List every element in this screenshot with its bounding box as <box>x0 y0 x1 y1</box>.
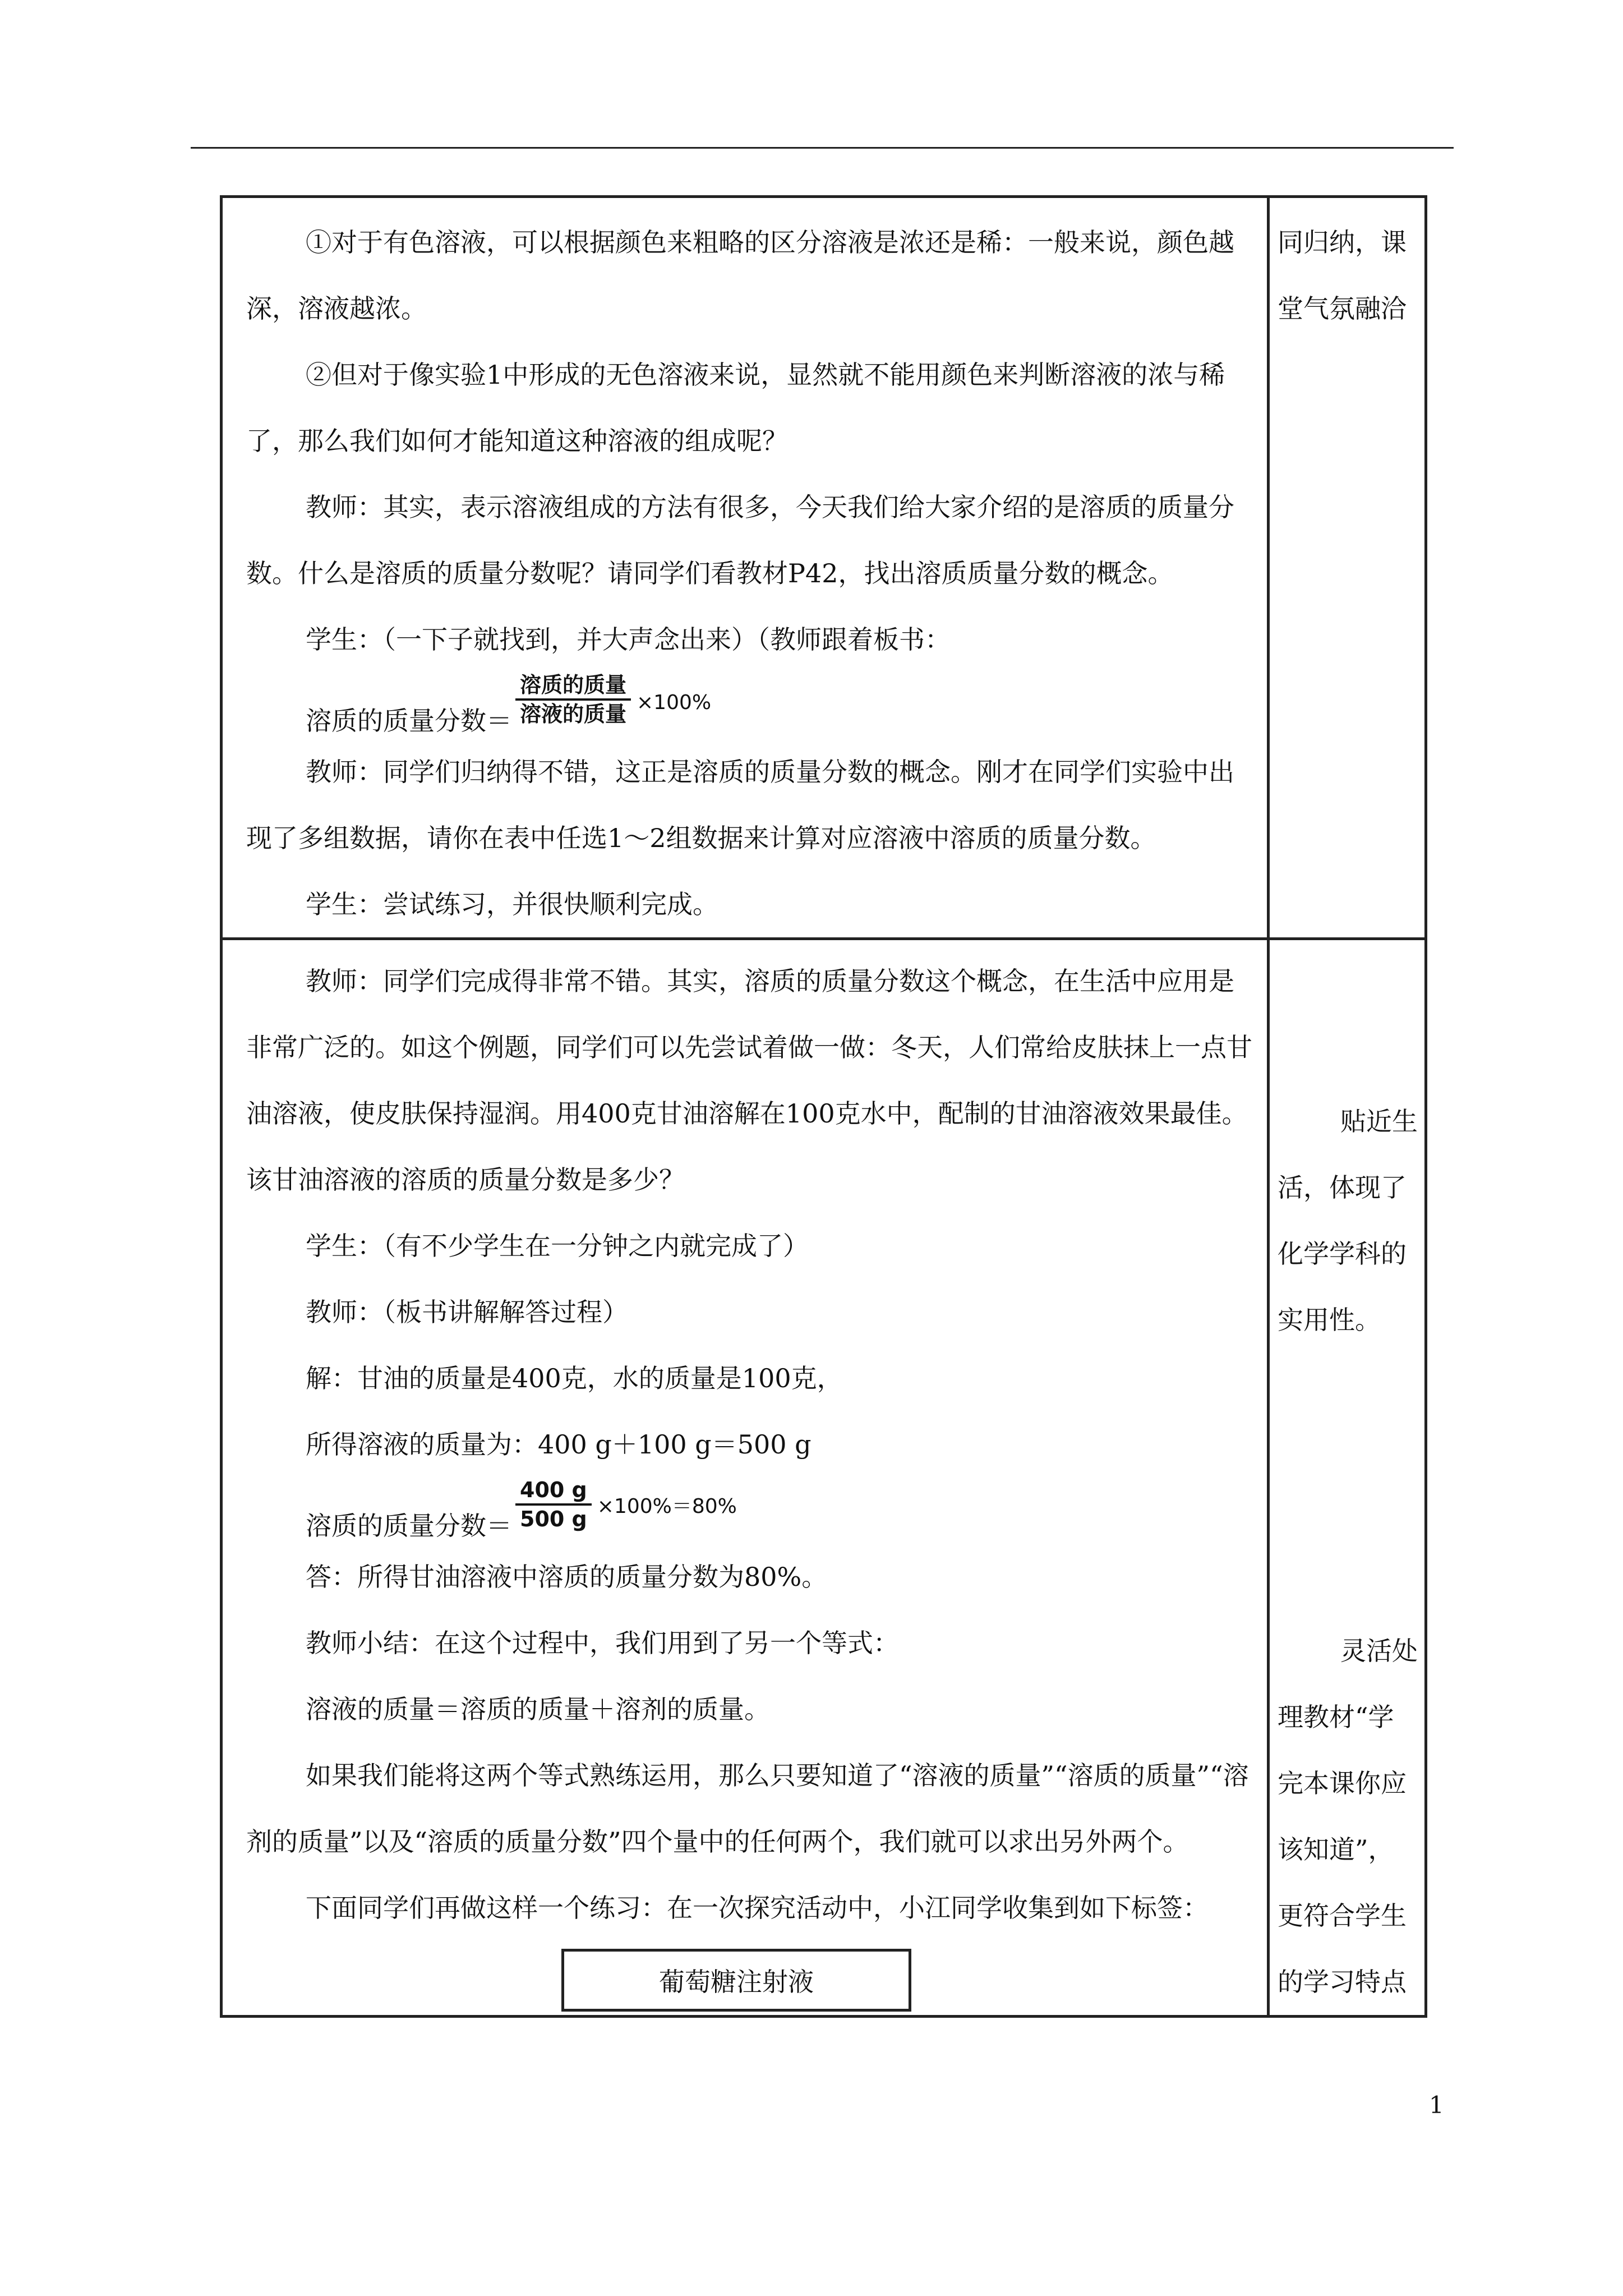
content-cell <box>222 197 1269 939</box>
paragraph: 下面同学们再做这样一个练习：在一次探究活动中，小江同学收集到如下标签： <box>306 1893 1209 1923</box>
formula-fraction <box>515 1476 592 1533</box>
side-note-line: 化学学科的 <box>1278 1239 1407 1269</box>
paragraph: ②但对于像实验1中形成的无色溶液来说，显然就不能用颜色来判断溶液的浓与稀了，那么我们如何才能知道这种溶液的组成呢？ <box>246 360 1225 456</box>
side-note-line: 理教材“学 <box>1278 1702 1394 1732</box>
side-note-line: 该知道”， <box>1278 1834 1394 1865</box>
paragraph: 学生：（一下子就找到，并大声念出来）（教师跟着板书： <box>306 624 951 655</box>
paragraph: 教师：同学们完成得非常不错。其实，溶质的质量分数这个概念，在生活中应用是非常广泛的。如这个例题，同学们可以先尝试着做一做：冬天，人们常给皮肤抹上一点甘油溶液，使皮肤保持湿润。用400克甘油溶解在100克水中，配制的甘油溶液效果最佳。该甘油溶液的溶质的质量分数是多少？ <box>246 966 1252 1195</box>
content-cell <box>222 939 1269 2017</box>
paragraph: 如果我们能将这两个等式熟练运用，那么只要知道了“溶液的质量”“溶质的质量”“溶剂的质量”以及“溶质的质量分数”四个量中的任何两个，我们就可以求出另外两个。 <box>246 1760 1249 1857</box>
formula-numerator: 溶质的质量 <box>515 671 631 701</box>
page-number: 1 <box>1429 2091 1444 2119</box>
paragraph: 教师：（板书讲解解答过程） <box>306 1297 628 1327</box>
mass-fraction-formula <box>246 673 1259 739</box>
paragraph: 教师小结：在这个过程中，我们用到了另一个等式： <box>306 1628 899 1658</box>
side-note-line: 堂气氛融洽 <box>1278 293 1407 324</box>
paragraph: 学生：（有不少学生在一分钟之内就完成了） <box>306 1231 809 1261</box>
note-cell <box>1269 197 1426 939</box>
formula-tail: ×100%＝80% <box>597 1495 737 1518</box>
paragraph: 答：所得甘油溶液中溶质的质量分数为80%。 <box>306 1562 828 1592</box>
side-note-line: 同归纳，课 <box>1278 227 1407 257</box>
side-note-line: 贴近生 <box>1340 1106 1418 1137</box>
lesson-table <box>220 195 1427 2018</box>
paragraph: 教师：同学们归纳得不错，这正是溶质的质量分数的概念。刚才在同学们实验中出现了多组数据，请你在表中任选1～2组数据来计算对应溶液中溶质的质量分数。 <box>246 757 1234 853</box>
side-note-line: 灵活处 <box>1340 1636 1418 1666</box>
side-note-line: 活，体现了 <box>1278 1172 1407 1203</box>
formula-label: 溶质的质量分数＝ <box>306 1511 512 1541</box>
header-rule <box>191 147 1454 149</box>
side-note-line: 更符合学生 <box>1278 1901 1407 1931</box>
worked-formula <box>246 1478 1259 1544</box>
paragraph: 教师：其实，表示溶液组成的方法有很多，今天我们给大家介绍的是溶质的质量分数。什么是溶质的质量分数呢？请同学们看教材P42，找出溶质质量分数的概念。 <box>246 492 1234 588</box>
table-row <box>222 939 1426 2017</box>
formula-denominator: 溶液的质量 <box>520 702 627 726</box>
formula-numerator: 400 g <box>515 1476 592 1506</box>
note-cell <box>1269 939 1426 2017</box>
glucose-label-box: 葡萄糖注射液 <box>561 1949 911 2012</box>
paragraph: ①对于有色溶液，可以根据颜色来粗略的区分溶液是浓还是稀：一般来说，颜色越深，溶液越浓。 <box>246 227 1234 324</box>
formula-denominator: 500 g <box>520 1507 587 1531</box>
formula-label: 溶质的质量分数＝ <box>306 706 512 736</box>
paragraph: 所得溶液的质量为：400 g＋100 g＝500 g <box>306 1429 811 1460</box>
paragraph: 解：甘油的质量是400克，水的质量是100克， <box>306 1363 843 1393</box>
side-note-line: 完本课你应 <box>1278 1768 1407 1798</box>
side-note-line: 的学习特点 <box>1278 1967 1407 1997</box>
formula-fraction <box>515 671 631 728</box>
side-note-line: 实用性。 <box>1278 1305 1381 1335</box>
formula-tail: ×100% <box>637 691 712 714</box>
paragraph: 学生：尝试练习，并很快顺利完成。 <box>306 889 718 919</box>
paragraph: 溶液的质量＝溶质的质量＋溶剂的质量。 <box>306 1694 770 1724</box>
table-row <box>222 197 1426 939</box>
